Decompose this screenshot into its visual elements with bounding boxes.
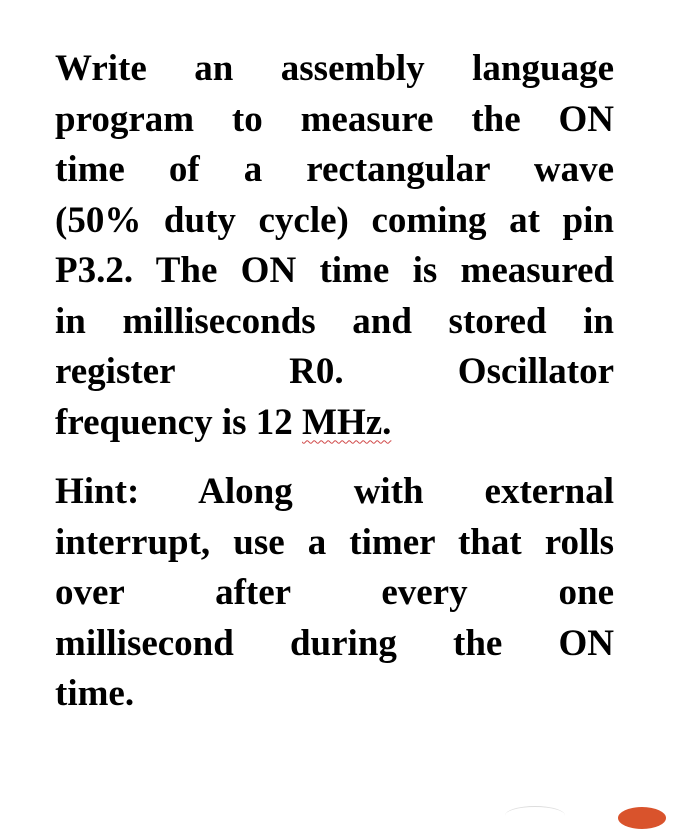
question-line: Write an assembly language xyxy=(55,48,614,89)
partial-red-shape xyxy=(618,807,666,829)
document-body xyxy=(55,44,614,720)
hint-line: over after every one xyxy=(55,572,614,613)
question-line: time of a rectangular wave xyxy=(55,149,614,190)
hint-line: millisecond during the ON xyxy=(55,622,614,664)
partial-shape-outline xyxy=(505,806,565,825)
hint-line: interrupt, use a timer that rolls xyxy=(55,521,614,563)
spellcheck-underlined-word: MHz. xyxy=(302,401,392,443)
hint-line: Hint: Along with external xyxy=(55,471,614,512)
question-line: program to measure the ON xyxy=(55,98,614,140)
question-line: register R0. Oscillator xyxy=(55,351,614,392)
question-paragraph xyxy=(55,44,614,448)
hint-paragraph xyxy=(55,467,614,720)
question-line: in milliseconds and stored in xyxy=(55,300,614,342)
hint-line-last: time. xyxy=(55,673,135,714)
question-line-last xyxy=(55,398,614,449)
question-line: P3.2. The ON time is measured xyxy=(55,250,614,291)
question-line: (50% duty cycle) coming at pin xyxy=(55,199,614,241)
question-line-text: frequency is 12 xyxy=(55,401,303,443)
